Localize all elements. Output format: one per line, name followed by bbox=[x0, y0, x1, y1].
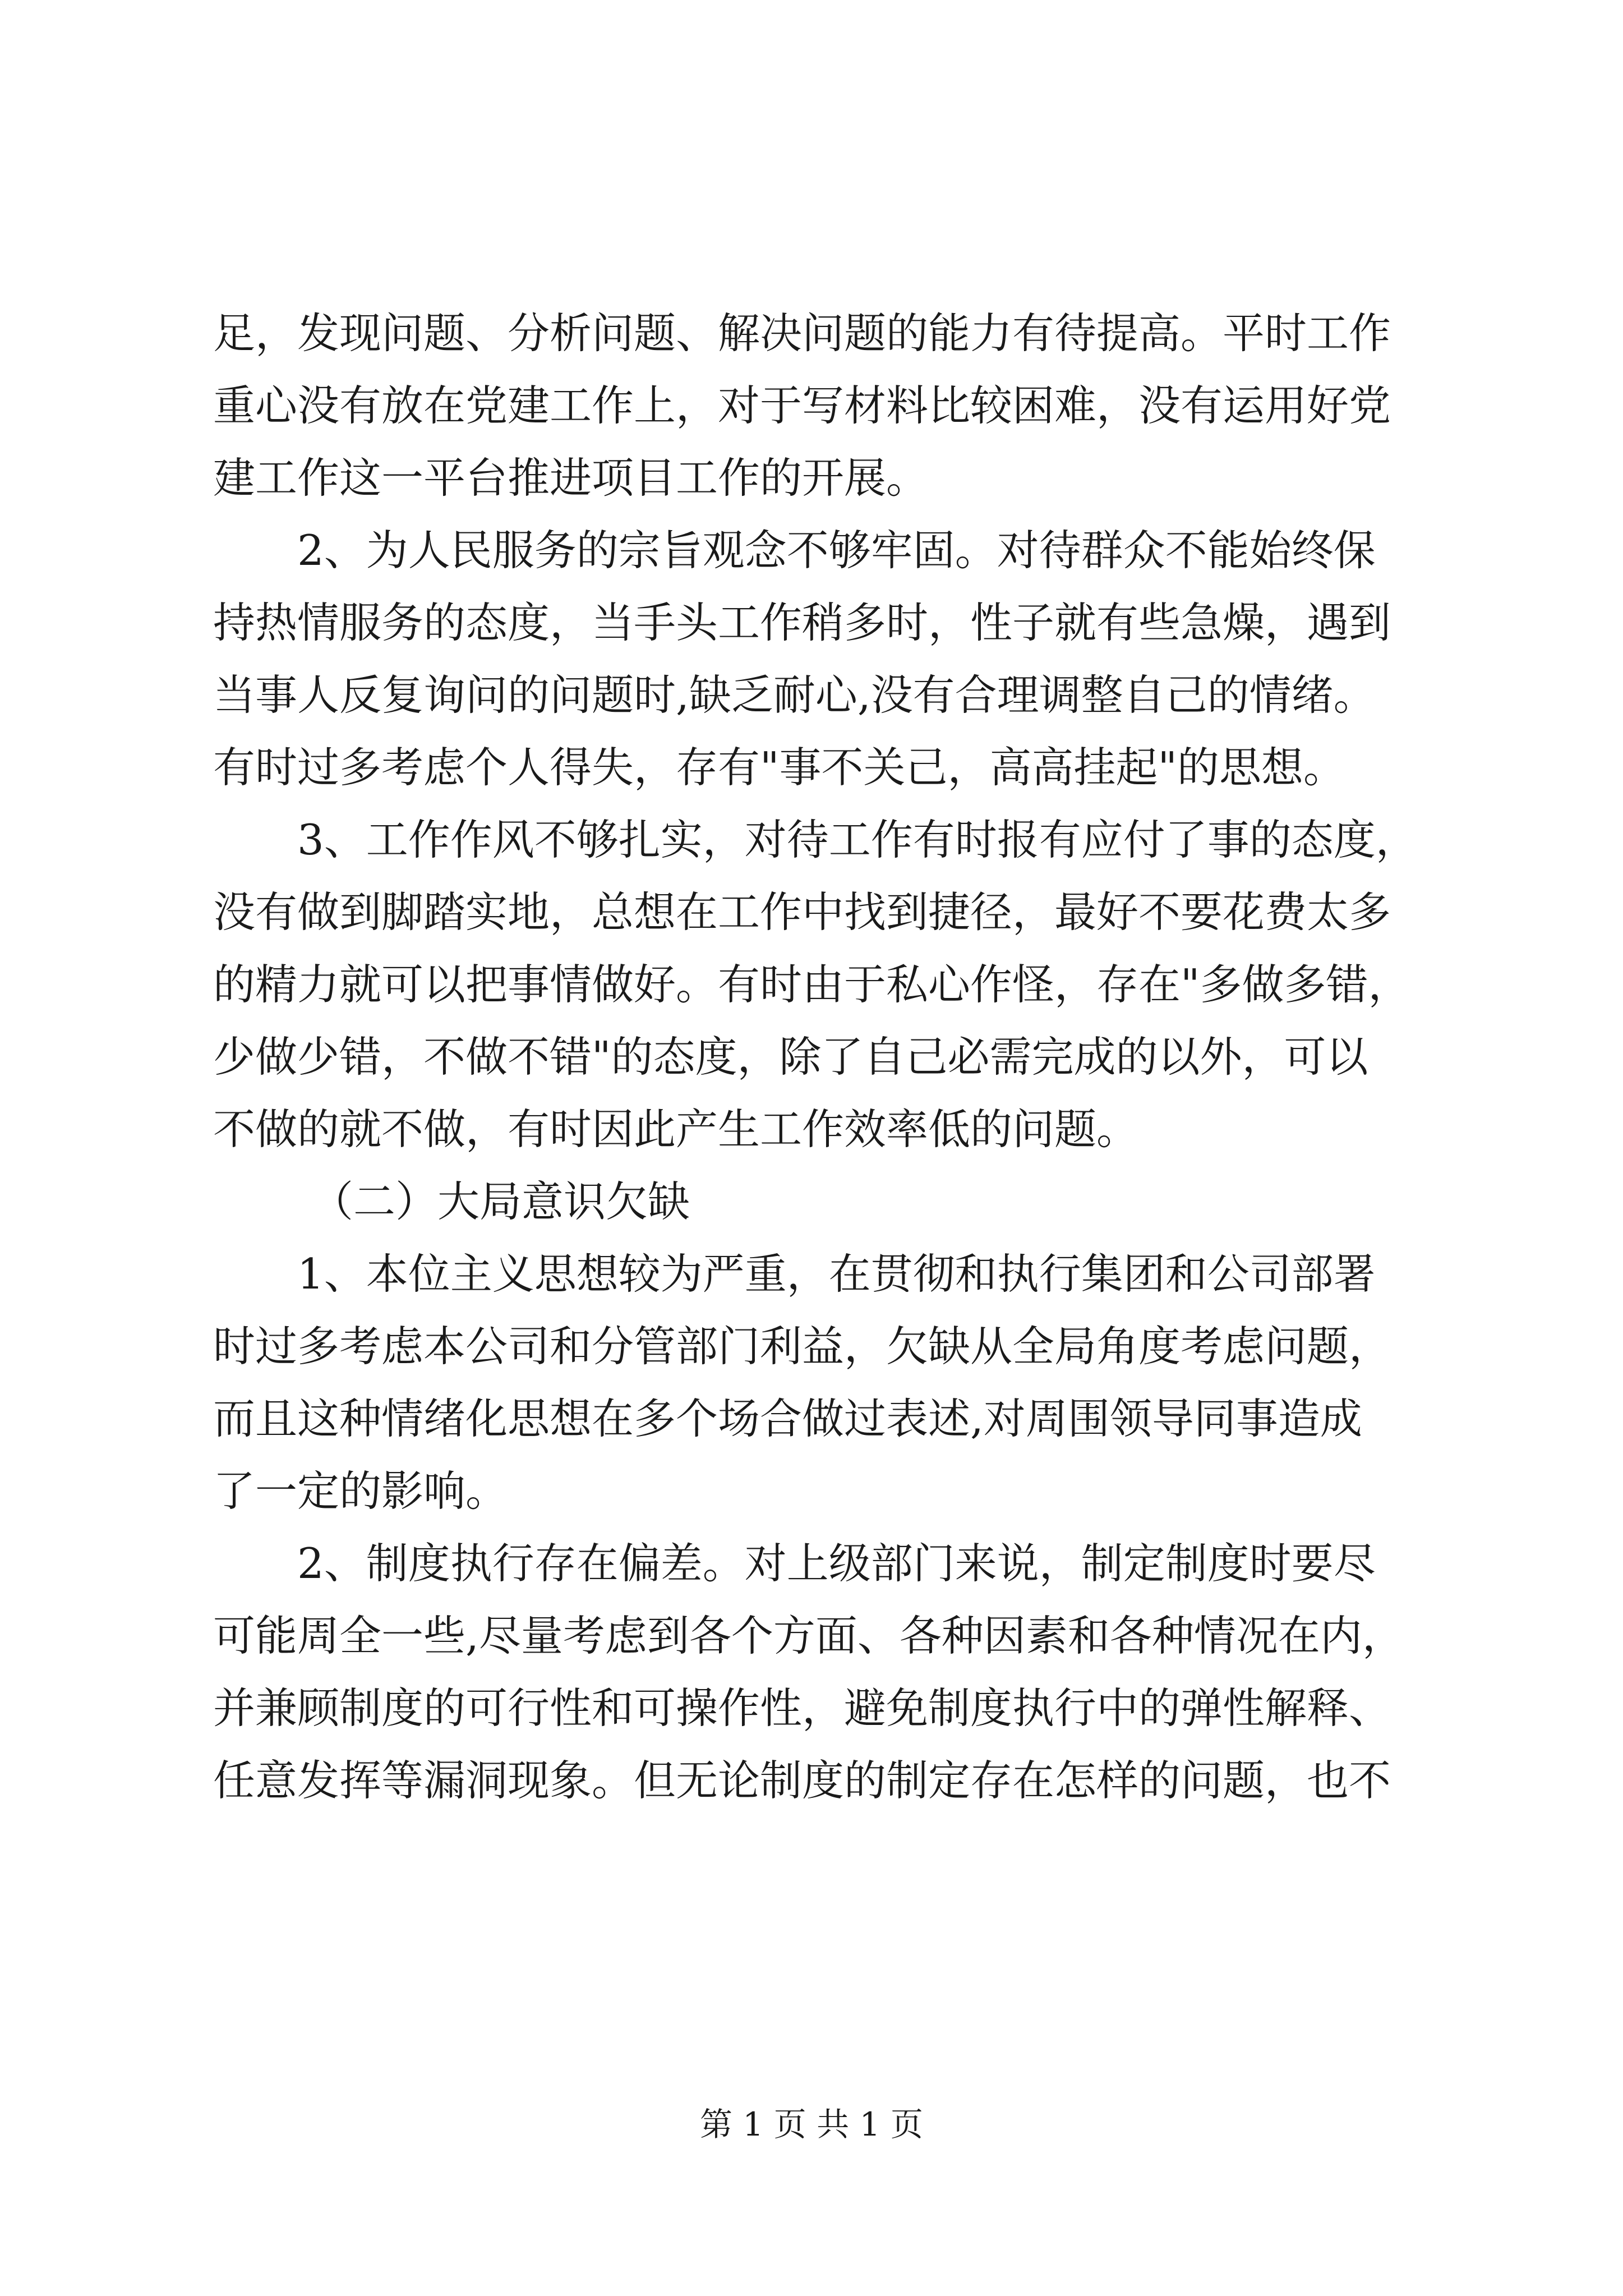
text-line: 足，发现问题、分析问题、解决问题的能力有待提高。平时工作 bbox=[213, 309, 1391, 358]
text-line: 持热情服务的态度，当手头工作稍多时，性子就有些急燥，遇到 bbox=[213, 598, 1391, 647]
text-line: 重心没有放在党建工作上，对于写材料比较困难，没有运用好党 bbox=[213, 381, 1391, 430]
text-line: 建工作这一平台推进项目工作的开展。 bbox=[213, 453, 929, 503]
paragraph-start-line: 3、工作作风不够扎实，对待工作有时报有应付了事的态度， bbox=[297, 815, 1418, 864]
section-heading: （二）大局意识欠缺 bbox=[311, 1177, 690, 1226]
text-line: 任意发挥等漏洞现象。但无论制度的制定存在怎样的问题，也不 bbox=[213, 1756, 1391, 1805]
text-line: 少做少错，不做不错"的态度，除了自己必需完成的以外，可以 bbox=[213, 1032, 1368, 1082]
page-footer: 第 1 页 共 1 页 bbox=[700, 2105, 923, 2143]
document-body bbox=[213, 297, 1418, 1817]
text-line: 时过多考虑本公司和分管部门利益，欠缺从全局角度考虑问题， bbox=[213, 1322, 1391, 1371]
text-line: 了一定的影响。 bbox=[213, 1466, 508, 1516]
text-line: 并兼顾制度的可行性和可操作性，避免制度执行中的弹性解释、 bbox=[213, 1683, 1391, 1733]
text-line: 不做的就不做，有时因此产生工作效率低的问题。 bbox=[213, 1105, 1139, 1154]
text-line: 而且这种情绪化思想在多个场合做过表述,对周围领导同事造成 bbox=[213, 1394, 1362, 1443]
text-line: 的精力就可以把事情做好。有时由于私心作怪，存在"多做多错， bbox=[213, 960, 1410, 1009]
paragraph-start-line: 2、为人民服务的宗旨观念不够牢固。对待群众不能始终保 bbox=[297, 526, 1376, 575]
text-line: 有时过多考虑个人得失，存有"事不关己，高高挂起"的思想。 bbox=[213, 743, 1345, 792]
paragraph-start-line: 2、制度执行存在偏差。对上级部门来说，制定制度时要尽 bbox=[297, 1539, 1376, 1588]
text-line: 可能周全一些,尽量考虑到各个方面、各种因素和各种情况在内， bbox=[213, 1611, 1404, 1660]
text-line: 没有做到脚踏实地，总想在工作中找到捷径，最好不要花费太多 bbox=[213, 887, 1391, 937]
paragraph-start-line: 1、本位主义思想较为严重，在贯彻和执行集团和公司部署 bbox=[297, 1249, 1376, 1299]
text-line: 当事人反复询问的问题时,缺乏耐心,没有合理调整自己的情绪。 bbox=[213, 670, 1376, 720]
